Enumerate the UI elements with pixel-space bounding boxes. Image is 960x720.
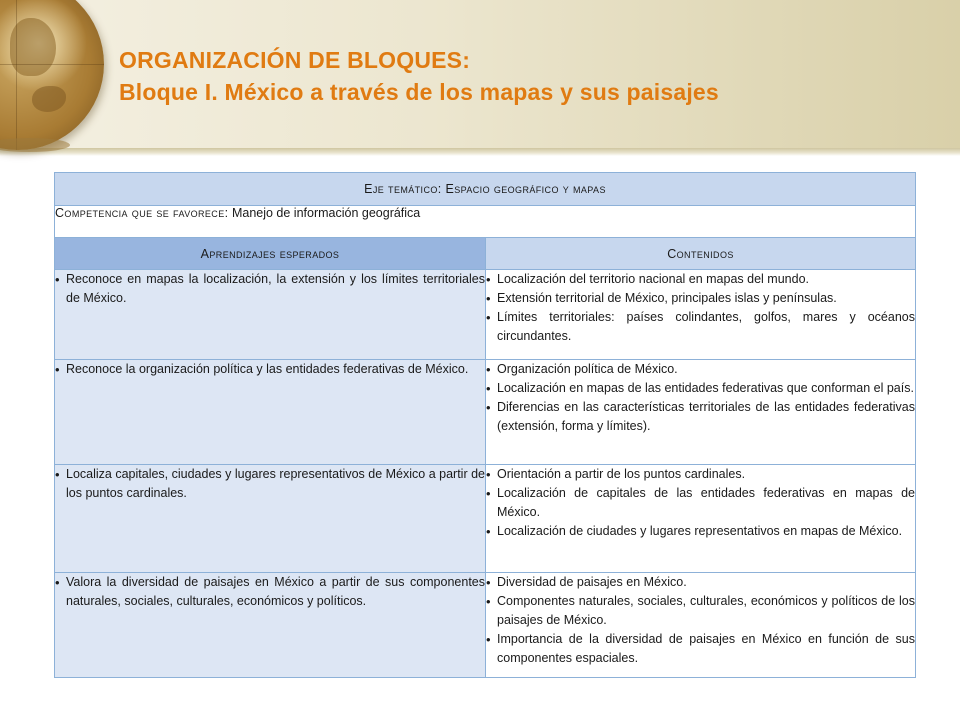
aprendizajes-column-header: Aprendizajes esperados — [55, 238, 486, 270]
contenido-item: • Localización del territorio nacional en mapas del mundo. — [486, 270, 915, 289]
contenido-item: • Diversidad de paisajes en México. — [486, 573, 915, 592]
contenidos-cell — [486, 465, 916, 573]
aprendizaje-item: • Valora la diversidad de paisajes en México a partir de sus componentes naturales, sociales, culturales, económicos y políticos. — [55, 573, 485, 611]
table-row — [55, 573, 916, 678]
competencia-label: Competencia que se favorece: — [55, 206, 229, 220]
table-row — [55, 270, 916, 360]
competencia-row — [55, 206, 916, 238]
aprendizaje-item: • Reconoce la organización política y las entidades federativas de México. — [55, 360, 485, 379]
table-row — [55, 465, 916, 573]
slide-title — [119, 44, 719, 108]
contenidos-cell — [486, 270, 916, 360]
contenidos-cell — [486, 360, 916, 465]
aprendizaje-cell — [55, 270, 486, 360]
aprendizaje-item: • Reconoce en mapas la localización, la extensión y los límites territoriales de México. — [55, 270, 485, 308]
contenido-item: • Organización política de México. — [486, 360, 915, 379]
contenido-item: • Componentes naturales, sociales, culturales, económicos y políticos de los paisajes de México. — [486, 592, 915, 630]
contenido-item: • Límites territoriales: países colindantes, golfos, mares y océanos circundantes. — [486, 308, 915, 346]
competencia-value: Manejo de información geográfica — [228, 206, 421, 220]
block-organization-table — [54, 172, 916, 678]
contenido-item: • Importancia de la diversidad de paisajes en México en función de sus componentes espaciales. — [486, 630, 915, 668]
contenidos-column-header: Contenidos — [486, 238, 916, 270]
aprendizaje-item: • Localiza capitales, ciudades y lugares representativos de México a partir de los puntos cardinales. — [55, 465, 485, 503]
aprendizaje-cell — [55, 360, 486, 465]
contenidos-cell — [486, 573, 916, 678]
header-band-shadow — [0, 148, 960, 156]
aprendizaje-cell — [55, 573, 486, 678]
contenido-item: • Extensión territorial de México, principales islas y penínsulas. — [486, 289, 915, 308]
globe-meridian — [16, 0, 17, 150]
table-row — [55, 360, 916, 465]
title-line-2: Bloque I. México a través de los mapas y sus paisajes — [119, 79, 719, 105]
title-line-1: ORGANIZACIÓN DE BLOQUES: — [119, 47, 471, 73]
contenido-item: • Orientación a partir de los puntos cardinales. — [486, 465, 915, 484]
aprendizaje-cell — [55, 465, 486, 573]
globe-parallel — [0, 64, 104, 65]
contenido-item: • Diferencias en las características territoriales de las entidades federativas (extensión, forma y límites). — [486, 398, 915, 436]
contenido-item: • Localización en mapas de las entidades federativas que conforman el país. — [486, 379, 915, 398]
contenido-item: • Localización de capitales de las entidades federativas en mapas de México. — [486, 484, 915, 522]
globe-landmass — [32, 86, 66, 112]
contenido-item: • Localización de ciudades y lugares representativos en mapas de México. — [486, 522, 915, 541]
eje-tematico-header: Eje temático: Espacio geográfico y mapas — [55, 173, 916, 206]
